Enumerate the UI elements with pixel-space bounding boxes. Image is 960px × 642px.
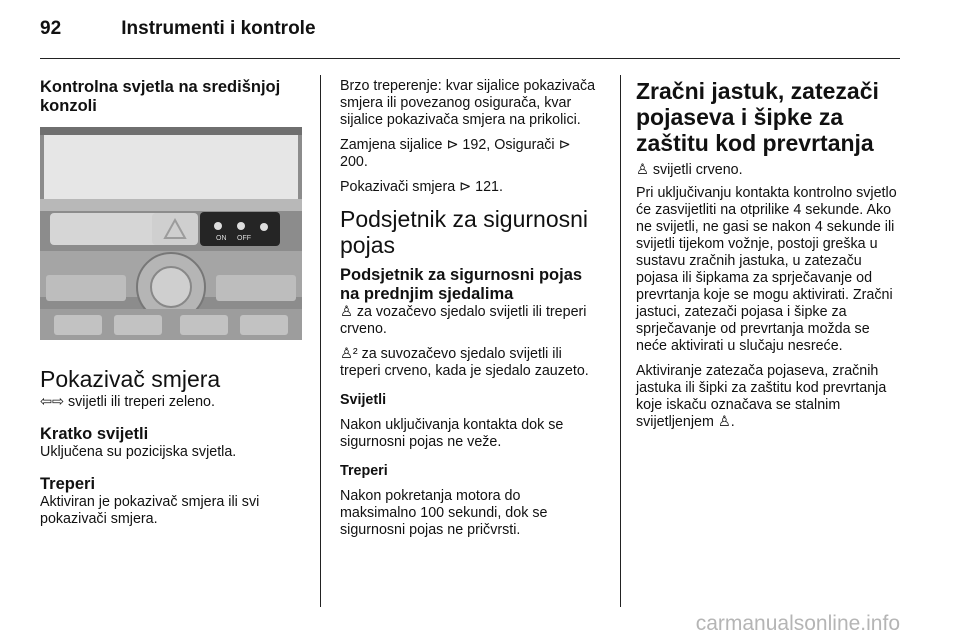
driver-line <box>340 304 598 338</box>
header-rule <box>40 58 900 59</box>
on-label: ON <box>216 235 227 242</box>
airbag-title: Zračni jastuk, zatezači pojaseva i šipke za zaštitu kod prevrtanja <box>636 78 879 156</box>
console-photo-graphic <box>40 127 302 340</box>
kratko-title: Kratko svijetli <box>40 425 149 443</box>
mid-paragraph-2: Zamjena sijalice ⊳ 192, Osigurači ⊳ 200. <box>340 137 571 170</box>
treperi-text: Aktiviran je pokazivač smjera ili svi pokazivači smjera. <box>40 494 260 527</box>
mid-paragraph-3: Pokazivači smjera ⊳ 121. <box>340 179 503 195</box>
airbag-line-text: svijetli crveno. <box>652 162 743 178</box>
airbag-paragraph-1: Pri uključivanju kontakta kontrolno svjetlo će zasvijetliti na otprilike 4 sekunde. Ako ne svijetli, ne gasi se nakon 4 sekunde ili svijetli tijekom vožnje, postoji greška u sustavu zračnih jastuka, u zatezaču pojasa ili šipkama za sprječavanje od prevrtanja koje se mogu aktivirati. Zračni jastuci, zatezači pojasa i šipke za sprječavanje od prevrtanja možda se neće aktivirati u slučaju nesreće. <box>636 185 897 354</box>
chapter-title: Instrumenti i kontrole <box>121 18 316 39</box>
mid-treperi-text: Nakon pokretanja motora do maksimalno 100 sekundi, dok se sigurnosni pojas ne pričvrsti. <box>340 488 548 538</box>
airbag-paragraph-2-line: Aktiviranje zatezača pojaseva, zračnih jastuka ili šipki za zaštitu kod prevrtanja koje iskaču označava se stalnim svijetljenjem ♙. <box>636 363 887 430</box>
middle-column <box>340 78 598 539</box>
driver-text: za vozačevo sjedalo svijetli ili treperi crveno. <box>340 304 587 337</box>
console-photo <box>40 127 302 340</box>
seatbelt-passenger-icon: ♙² <box>340 346 358 362</box>
turn-arrows-icon: ⇦⇨ <box>40 394 64 410</box>
passenger-text: za suvozačevo sjedalo svijetli ili treperi crveno, kada je sjedalo zauzeto. <box>340 346 589 379</box>
kratko-text: Uključena su pozicijska svjetla. <box>40 444 237 460</box>
turn-signal-line <box>40 394 306 411</box>
page-header <box>40 18 316 40</box>
svijetli-title: Svijetli <box>340 392 387 408</box>
treperi-title: Treperi <box>40 475 96 493</box>
right-column <box>636 78 902 431</box>
airbag-inline-icon: ♙ <box>717 414 731 430</box>
airbag-line <box>636 162 902 179</box>
column-divider-2 <box>620 75 621 607</box>
airbag-paragraph-2: Aktiviranje zatezača pojaseva, zračnih jastuka ili šipki za zaštitu kod prevrtanja koje iskaču označava se stalnim svijetljenjem <box>636 363 887 430</box>
off-label: OFF <box>237 235 251 242</box>
seatbelt-subtitle: Podsjetnik za sigurnosni pojas na prednjim sjedalima <box>340 266 583 303</box>
seatbelt-driver-icon: ♙ <box>340 304 353 320</box>
watermark: carmanualsonline.info <box>695 612 900 635</box>
turn-signal-text: svijetli ili treperi zeleno. <box>67 394 215 410</box>
mid-paragraph-1: Brzo treperenje: kvar sijalice pokazivača smjera ili povezanog osigurača, kvar sijalice pokazivača smjera na prikolici. <box>340 78 596 128</box>
turn-signal-title: Pokazivač smjera <box>40 366 221 392</box>
airbag-icon: ♙ <box>636 162 649 178</box>
seatbelt-title: Podsjetnik za sigurnosni pojas <box>340 206 589 258</box>
left-column <box>40 78 306 528</box>
page-number: 92 <box>40 18 62 39</box>
svijetli-text: Nakon uključivanja kontakta dok se sigurnosni pojas ne veže. <box>340 417 564 450</box>
passenger-line <box>340 346 598 380</box>
mid-treperi-title: Treperi <box>340 463 388 479</box>
section-title: Kontrolna svjetla na središnjoj konzoli <box>40 78 281 115</box>
column-divider-1 <box>320 75 321 607</box>
